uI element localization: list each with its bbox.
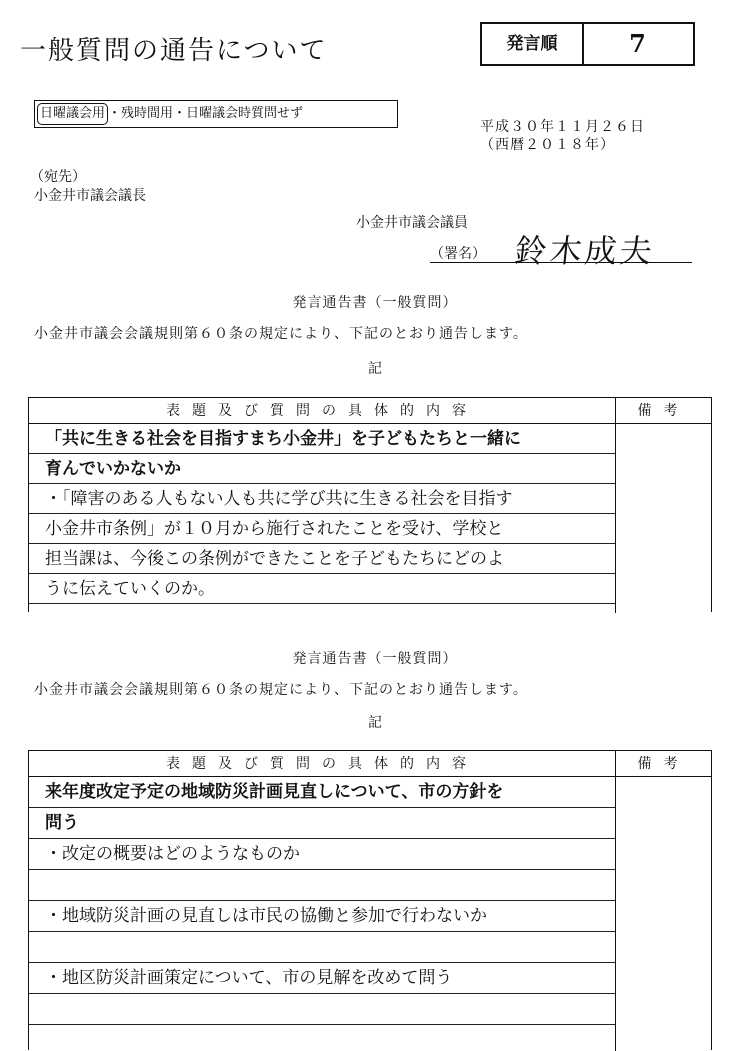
selected-category: 日曜議会用 <box>37 103 108 125</box>
speaking-order-box <box>480 22 695 66</box>
signature-label: （署名） <box>430 246 486 262</box>
date-heisei: 平成３０年１１月２６日 <box>480 119 645 135</box>
notice-intro-1: 小金井市議会会議規則第６０条の規定により、下記のとおり通告します。 <box>34 326 528 342</box>
sender-title: 小金井市議会議員 <box>356 215 468 231</box>
question-column-header: 表題及び質問の具体的内容 <box>29 398 615 424</box>
question-line: 「共に生きる社会を目指すまち小金井」を子どもたちと一緒に <box>29 424 615 454</box>
addressee <box>30 168 146 206</box>
remarks-cell <box>615 424 616 613</box>
addressee-name: 小金井市議会議長 <box>34 188 146 204</box>
remarks-cell <box>615 777 616 1051</box>
page-title: 一般質問の通告について <box>20 36 328 66</box>
question-line <box>29 932 615 963</box>
question-line: うに伝えていくのか。 <box>29 574 615 604</box>
question-line: 育んでいかないか <box>29 454 615 484</box>
notice-title-2: 発言通告書（一般質問） <box>292 651 458 667</box>
question-line: ・地域防災計画の見直しは市民の協働と参加で行わないか <box>29 901 615 932</box>
question-line: ・改定の概要はどのようなものか <box>29 839 615 870</box>
notice-title-1: 発言通告書（一般質問） <box>292 295 458 311</box>
addressee-label: （宛先） <box>30 169 86 185</box>
remarks-column-header: 備考 <box>615 398 711 424</box>
question-table-2 <box>28 750 712 1050</box>
speaking-order-label: 発言順 <box>482 24 584 64</box>
question-line: ・「障害のある人もない人も共に学び共に生きる社会を目指す <box>29 484 615 514</box>
question-line: ・地区防災計画策定について、市の見解を改めて問う <box>29 963 615 994</box>
question-line: 小金井市条例」が１０月から施行されたことを受け、学校と <box>29 514 615 544</box>
submission-date <box>480 118 645 154</box>
question-line: 問う <box>29 808 615 839</box>
question-line <box>29 870 615 901</box>
remarks-column-header: 備考 <box>615 751 711 777</box>
signature-line <box>430 262 692 263</box>
notice-intro-2: 小金井市議会会議規則第６０条の規定により、下記のとおり通告します。 <box>34 682 528 698</box>
date-seireki: （西暦２０１８年） <box>480 137 615 153</box>
question-table-1 <box>28 397 712 612</box>
other-categories: ・残時間用・日曜議会時質問せず <box>108 106 304 121</box>
handwritten-signature: 鈴木成夫 <box>512 232 657 270</box>
question-line: 担当課は、今後この条例ができたことを子どもたちにどのよ <box>29 544 615 574</box>
session-category-options <box>34 100 398 128</box>
speaking-order-value: 7 <box>629 29 646 58</box>
question-line <box>29 994 615 1025</box>
ki-marker-1: 記 <box>368 361 382 377</box>
question-column-header: 表題及び質問の具体的内容 <box>29 751 615 777</box>
ki-marker-2: 記 <box>368 715 382 731</box>
question-line: 来年度改定予定の地域防災計画見直しについて、市の方針を <box>29 777 615 808</box>
